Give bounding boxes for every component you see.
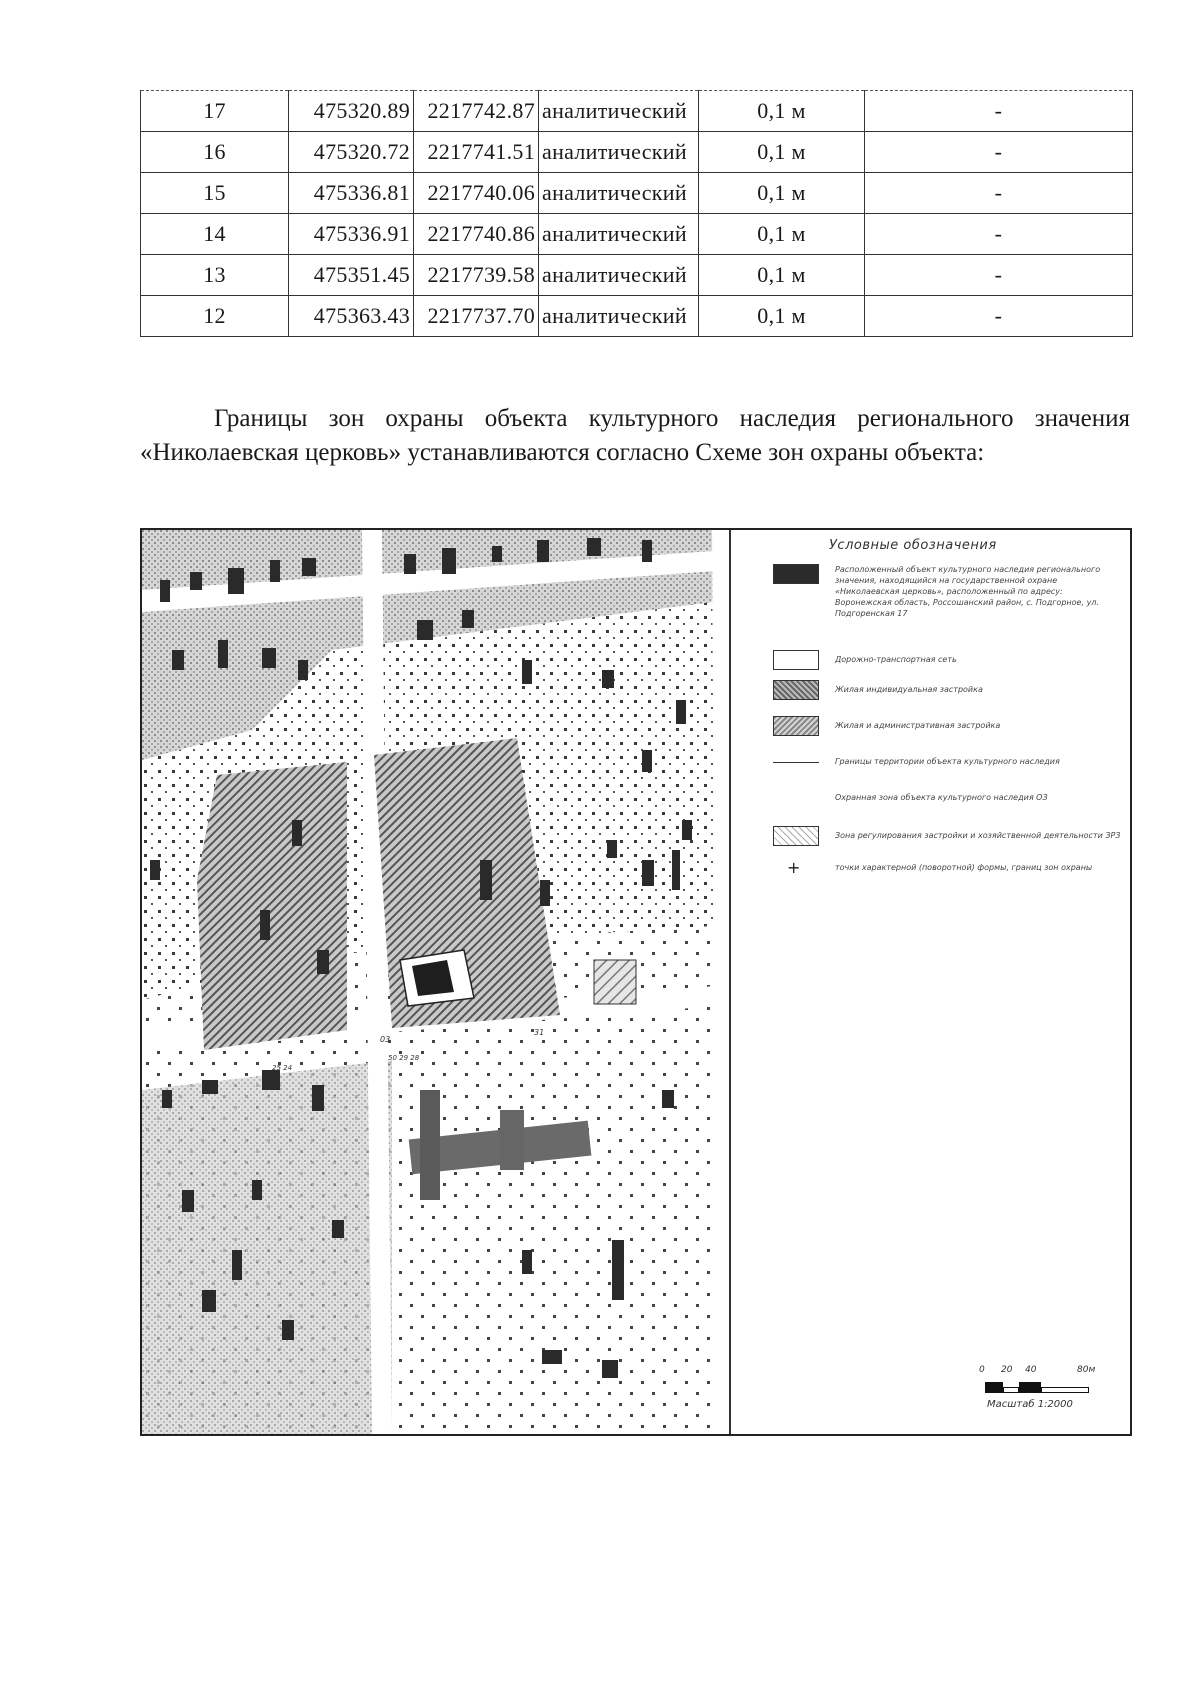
x-coordinate-cell: 475320.89 — [289, 91, 414, 132]
admin-hatch-icon — [773, 716, 819, 736]
point-marker-icon: + — [787, 858, 801, 877]
point-number-cell: 17 — [141, 91, 289, 132]
legend-item-label: точки характерной (поворотной) формы, границ зон охраны — [835, 863, 1093, 872]
y-coordinate-cell: 2217737.70 — [414, 296, 539, 337]
note-cell: - — [865, 132, 1133, 173]
x-coordinate-cell: 475363.43 — [289, 296, 414, 337]
regulation-hatch-icon — [773, 826, 819, 846]
method-cell: аналитический — [539, 91, 699, 132]
map-point-labels-50-29-28: 50 29 28 — [388, 1054, 420, 1062]
legend-item-label: Зона регулирования застройки и хозяйственной деятельности ЗРЗ — [835, 831, 1121, 840]
note-cell: - — [865, 214, 1133, 255]
map-point-label-03: 03 — [380, 1035, 391, 1044]
x-coordinate-cell: 475336.91 — [289, 214, 414, 255]
method-cell: аналитический — [539, 214, 699, 255]
table-row — [141, 91, 1133, 132]
map-legend — [729, 530, 1132, 1434]
y-coordinate-cell: 2217739.58 — [414, 255, 539, 296]
accuracy-cell: 0,1 м — [699, 214, 865, 255]
legend-item-label: Охранная зона объекта культурного наследия ОЗ — [835, 793, 1048, 802]
scale-tick-label: 20 — [1001, 1365, 1013, 1375]
legend-item-label: Расположенный объект культурного наследия регионального значения, находящийся на государственной охране «Николаевская церковь», расположенный по адресу: Воронежская область, Россошанский район, с. Подгорное, ул. Подгоренская 17 — [835, 565, 1101, 618]
accuracy-cell: 0,1 м — [699, 91, 865, 132]
x-coordinate-cell: 475320.72 — [289, 132, 414, 173]
table-row — [141, 296, 1133, 337]
scale-caption: Масштаб 1:2000 — [987, 1399, 1073, 1410]
note-cell: - — [865, 296, 1133, 337]
scale-tick-label: 80м — [1077, 1365, 1096, 1375]
legend-title: Условные обозначения — [829, 538, 997, 553]
table-row — [141, 132, 1133, 173]
table-row — [141, 173, 1133, 214]
legend-item-label: Дорожно-транспортная сеть — [835, 655, 957, 664]
protection-zones-map — [140, 528, 1132, 1436]
y-coordinate-cell: 2217740.06 — [414, 173, 539, 214]
scale-tick-label: 0 — [979, 1365, 985, 1375]
accuracy-cell: 0,1 м — [699, 255, 865, 296]
x-coordinate-cell: 475336.81 — [289, 173, 414, 214]
table-row — [141, 255, 1133, 296]
accuracy-cell: 0,1 м — [699, 132, 865, 173]
coordinates-table — [140, 90, 1133, 337]
scale-bar-graphic — [985, 1382, 1089, 1393]
method-cell: аналитический — [539, 296, 699, 337]
residential-hatch-icon — [773, 680, 819, 700]
legend-item-label: Жилая и административная застройка — [835, 721, 1001, 730]
scale-bar — [979, 1365, 1104, 1425]
method-cell: аналитический — [539, 173, 699, 214]
accuracy-cell: 0,1 м — [699, 296, 865, 337]
x-coordinate-cell: 475351.45 — [289, 255, 414, 296]
legend-item-label: Жилая индивидуальная застройка — [835, 685, 983, 694]
map-point-label-31: 31 — [534, 1028, 545, 1037]
y-coordinate-cell: 2217741.51 — [414, 132, 539, 173]
point-number-cell: 15 — [141, 173, 289, 214]
note-cell: - — [865, 91, 1133, 132]
y-coordinate-cell: 2217742.87 — [414, 91, 539, 132]
note-cell: - — [865, 255, 1133, 296]
point-number-cell: 13 — [141, 255, 289, 296]
accuracy-cell: 0,1 м — [699, 173, 865, 214]
legend-item-label: Границы территории объекта культурного наследия — [835, 757, 1060, 766]
scale-tick-label: 40 — [1025, 1365, 1037, 1375]
point-number-cell: 12 — [141, 296, 289, 337]
territory-boundary-line-icon — [773, 762, 819, 764]
y-coordinate-cell: 2217740.86 — [414, 214, 539, 255]
road-outline-icon — [773, 650, 819, 670]
method-cell: аналитический — [539, 255, 699, 296]
monument-fill-icon — [773, 564, 819, 584]
table-row — [141, 214, 1133, 255]
map-point-labels-25-24: 25 24 — [272, 1064, 293, 1072]
note-cell: - — [865, 173, 1133, 214]
point-number-cell: 16 — [141, 132, 289, 173]
point-number-cell: 14 — [141, 214, 289, 255]
method-cell: аналитический — [539, 132, 699, 173]
map-image — [142, 530, 729, 1434]
body-paragraph: Границы зон охраны объекта культурного наследия регионального значения «Николаевская церковь» устанавливаются согласно Схеме зон охраны объекта: — [140, 405, 1130, 466]
